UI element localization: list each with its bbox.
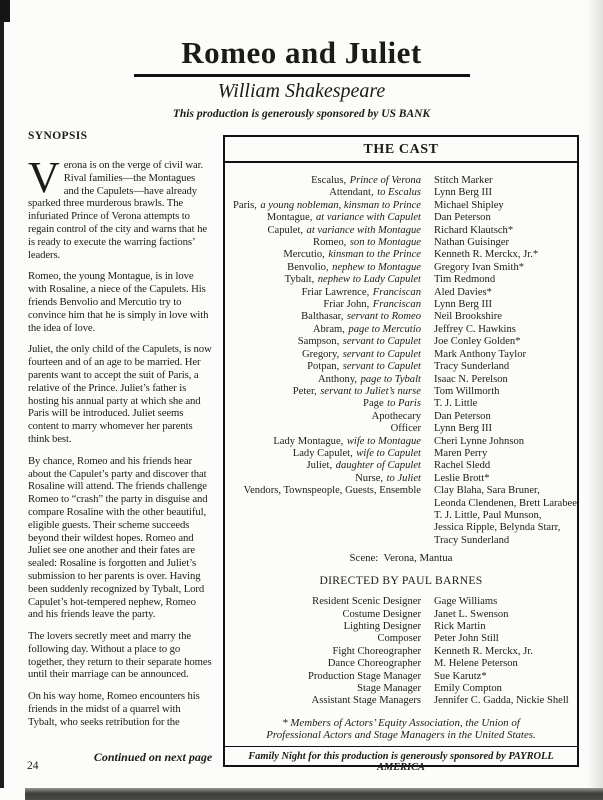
synopsis-paragraph: By chance, Romeo and his friends hear about the Capulet’s party and discover that Rosaline will attend. The friends challenge Romeo to “crash” the party in disguise and compare Rosaline with the other beautiful, eligible guests. Their scheme succeeds beyond their wildest hopes. Romeo and Juliet see one another and their fates are sealed: Rosaline is forgotten and Juliet’s submission to her parents is over. Having been suddenly recognized by Tybalt, Lord Capulet’s hot-tempered nephew, Romeo and his friends leave the party. [28, 454, 208, 621]
cast-entry [225, 386, 577, 398]
cast-actor: Leslie Brott* [434, 472, 490, 484]
cast-entry [225, 522, 577, 534]
cast-role: Peter, servant to Juliet’s nurse [292, 385, 421, 397]
cast-role: Vendors, Townspeople, Guests, Ensemble [243, 485, 421, 497]
cast-actor: Dan Peterson [434, 410, 491, 422]
cast-role: Nurse, to Juliet [355, 472, 421, 484]
synopsis-column [28, 130, 212, 738]
cast-actor: Joe Conley Golden* [434, 336, 521, 348]
scene-line: Scene: Verona, Mantua [349, 552, 453, 565]
cast-box [223, 135, 580, 774]
credit-role: Resident Scenic Designer [312, 596, 421, 608]
credit-person: Emily Compton [434, 683, 502, 695]
cast-role: Friar John, Franciscan [323, 299, 421, 311]
cast-entry [225, 249, 577, 261]
credit-person: Janet L. Swenson [434, 608, 509, 620]
cast-role: Gregory, servant to Capulet [301, 348, 421, 360]
cast-actor: Tracy Sunderland [434, 534, 510, 546]
synopsis-paragraph: The lovers secretly meet and marry the following day. Without a place to go together, they return to their separate homes until their marriage can be announced. [28, 630, 212, 681]
cast-actor: T. J. Little, Paul Munson, [434, 509, 542, 521]
cast-role: Attendant, to Escalus [329, 187, 421, 199]
cast-role: Mercutio, kinsman to the Prince [283, 249, 421, 261]
synopsis-paragraph: Romeo, the young Montague, is in love with Rosaline, a niece of the Capulets. His friends Benvolio and Mercutio try to convince him that he is simply in love with the idea of love. [28, 270, 209, 334]
cast-actor: Lynn Berg III [434, 423, 493, 435]
credits-list [225, 596, 577, 708]
cast-actor: Kenneth R. Merckx, Jr.* [434, 249, 539, 261]
cast-entry [225, 299, 577, 311]
credit-person: Rick Martin [434, 621, 486, 632]
scan-bottom-bar [25, 788, 603, 800]
cast-role: Page to Paris [363, 398, 421, 410]
credit-role: Production Stage Manager [308, 670, 421, 682]
cast-actor: Isaac N. Perelson [434, 373, 508, 385]
family-night-rule [225, 746, 577, 748]
cast-entry [225, 187, 577, 199]
credit-entry [225, 621, 577, 633]
cast-actor: Cheri Lynne Johnson [434, 435, 525, 447]
cast-actor: Tom Willmorth [434, 385, 500, 397]
cast-role: Apothecary [371, 410, 421, 422]
cast-actor: Clay Blaha, Sara Bruner, [434, 485, 540, 497]
credit-role: Stage Manager [357, 683, 421, 695]
cast-entry [225, 212, 577, 224]
cast-actor: Aled Davies* [434, 286, 492, 298]
credit-person: Gage Williams [434, 596, 498, 608]
cast-actor: Michael Shipley [434, 199, 504, 211]
cast-actor: Gregory Ivan Smith* [434, 261, 525, 273]
cast-entry [225, 473, 577, 485]
credit-role: Dance Choreographer [327, 658, 421, 670]
cast-role: Juliet, daughter of Capulet [306, 460, 421, 472]
scan-right-shade [587, 0, 603, 800]
credit-entry [225, 695, 577, 707]
synopsis-paragraph: Juliet, the only child of the Capulets, is now fourteen and of an age to be married. Her parents want to accept the suit of Paris, a relative of the Prince. Juliet’s father is hosting his annual party at which she and Paris will be introduced. Juliet seems content to marry whomever her parents think best. [28, 343, 212, 445]
cast-actor: Dan Peterson [434, 212, 491, 224]
title-rule [134, 74, 470, 77]
cast-role: Lady Capulet, wife to Capulet [292, 447, 421, 459]
cast-entry [225, 287, 577, 299]
cast-entry [225, 324, 577, 336]
cast-role: Tybalt, nephew to Lady Capulet [284, 274, 421, 286]
synopsis-heading: SYNOPSIS [28, 130, 88, 142]
cast-role: Lady Montague, wife to Montague [273, 435, 421, 447]
cast-title-rule [225, 161, 577, 163]
credit-role: Fight Choreographer [332, 645, 421, 657]
synopsis-paragraph: On his way home, Romeo encounters his friends in the midst of a quarrel with Tybalt, who seeks retribution for the [28, 690, 200, 728]
scan-edge-mark [0, 0, 10, 22]
cast-actor: Maren Perry [434, 447, 488, 459]
cast-role: Paris, a young nobleman, kinsman to Prince [233, 199, 421, 211]
cast-entry [225, 460, 577, 472]
family-night-line: Family Night for this production is generously sponsored by PAYROLL AMERICA [248, 751, 554, 774]
page-title: Romeo and Juliet [181, 35, 422, 70]
cast-actor: Jessica Ripple, Belynda Starr, [434, 522, 561, 534]
equity-footnote [225, 717, 577, 742]
cast-role: Montague, at variance with Capulet [266, 212, 421, 224]
cast-entry [225, 411, 577, 423]
cast-actor: Lynn Berg III [434, 299, 493, 311]
cast-role: Benvolio, nephew to Montague [287, 261, 421, 273]
directed-by-line: DIRECTED BY PAUL BARNES [319, 574, 483, 588]
cast-entry [225, 349, 577, 361]
credit-entry [225, 609, 577, 621]
cast-entry [225, 374, 577, 386]
cast-actor: Tracy Sunderland [434, 361, 510, 373]
cast-entry [225, 448, 577, 460]
dropcap-v: V [28, 153, 60, 202]
credit-entry [225, 646, 577, 658]
synopsis-paragraph-first-text: erona is on the verge of civil war. Rival families—the Montagues and the Capulets—have already sparked three murderous brawls. The infuriated Prince of Verona attempts to regain control of the city and warns that he is ready to execute the warring factions’ leaders. [28, 159, 208, 261]
credit-entry [225, 596, 577, 608]
credit-person: M. Helene Peterson [434, 658, 518, 670]
cast-role: Friar Lawrence, Franciscan [301, 286, 421, 298]
cast-actor: Lynn Berg III [434, 187, 493, 199]
cast-list [225, 175, 580, 547]
credit-person: Peter John Still [434, 633, 499, 645]
credit-person: Jennifer C. Gadda, Nickie Shell [434, 695, 569, 707]
cast-entry [225, 510, 577, 522]
cast-actor: Jeffrey C. Hawkins [434, 323, 516, 335]
scan-left-strip [0, 20, 4, 788]
cast-entry [225, 535, 577, 547]
cast-role: Officer [390, 423, 421, 435]
credit-entry [225, 671, 577, 683]
equity-footnote-line1: * Members of Actors’ Equity Association, the Union of [282, 716, 520, 729]
cast-role: Abram, page to Mercutio [312, 323, 421, 335]
cast-entry [225, 436, 577, 448]
cast-entry [225, 361, 577, 373]
page-number: 24 [27, 760, 39, 772]
credit-person: Sue Karutz* [434, 670, 487, 682]
cast-actor: Neil Brookshire [434, 311, 502, 323]
cast-actor: T. J. Little [434, 398, 478, 410]
cast-box-title: THE CAST [363, 142, 439, 157]
cast-entry [225, 225, 577, 237]
credit-entry [225, 633, 577, 645]
credit-role: Costume Designer [342, 608, 421, 620]
cast-role: Romeo, son to Montague [313, 237, 421, 249]
cast-entry [225, 497, 580, 510]
cast-role: Balthasar, servant to Romeo [301, 311, 421, 323]
cast-role: Potpan, servant to Capulet [307, 361, 421, 373]
credit-person: Kenneth R. Merckx, Jr. [434, 645, 533, 657]
cast-entry [225, 175, 577, 187]
credit-role: Composer [377, 633, 421, 645]
credit-entry [225, 658, 577, 670]
cast-entry [225, 485, 577, 497]
cast-actor: Mark Anthony Taylor [434, 348, 527, 360]
cast-role: Capulet, at variance with Montague [267, 224, 421, 236]
cast-role: Anthony, page to Tybalt [318, 373, 421, 385]
cast-role: Sampson, servant to Capulet [297, 336, 421, 348]
continued-note: Continued on next page [93, 750, 213, 764]
cast-actor: Leonda Clendenen, Brett Larabee, [434, 497, 580, 509]
cast-entry [225, 262, 577, 274]
cast-entry [225, 274, 577, 286]
synopsis-paragraphs [28, 270, 212, 728]
header [0, 36, 603, 120]
cast-role: Escalus, Prince of Verona [311, 175, 421, 186]
cast-entry [225, 200, 577, 212]
equity-footnote-line2: Professional Actors and Stage Managers in the United States. [266, 729, 536, 742]
synopsis-paragraph-first [28, 153, 212, 261]
cast-entry [225, 311, 577, 323]
cast-actor: Tim Redmond [434, 274, 496, 286]
cast-actor: Stitch Marker [434, 175, 493, 186]
author-subtitle: William Shakespeare [217, 80, 386, 102]
cast-actor: Nathan Guisinger [434, 237, 510, 249]
cast-actor: Rachel Sledd [434, 460, 491, 472]
credit-role: Assistant Stage Managers [311, 695, 421, 707]
sponsor-line: This production is generously sponsored by US BANK [172, 108, 431, 120]
credit-role: Lighting Designer [343, 621, 421, 632]
cast-entry [225, 423, 577, 435]
cast-entry [225, 398, 577, 410]
cast-actor: Richard Klautsch* [434, 224, 514, 236]
cast-entry [225, 336, 577, 348]
cast-entry [225, 237, 577, 249]
credit-entry [225, 683, 577, 695]
